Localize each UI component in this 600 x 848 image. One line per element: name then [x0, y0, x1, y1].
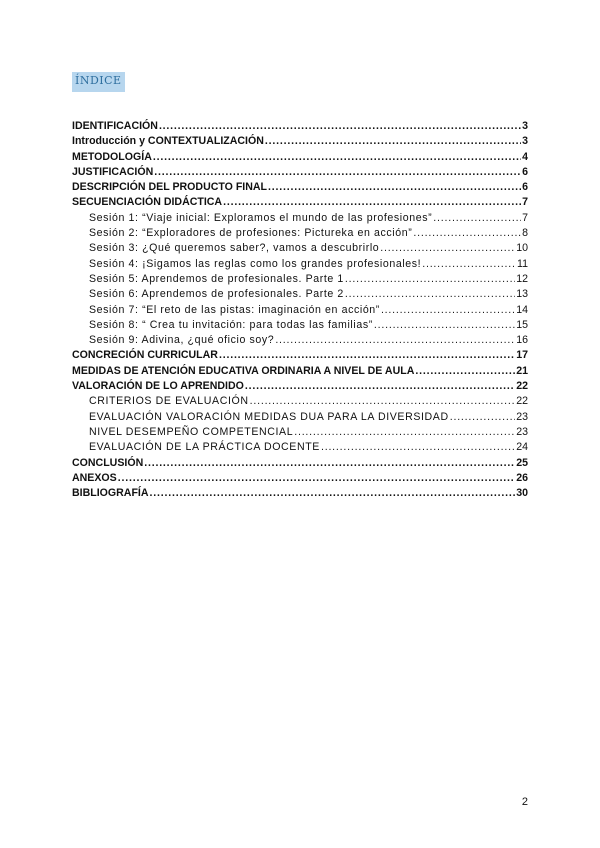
- toc-entry-page: 3: [522, 135, 528, 148]
- toc-entry[interactable]: [72, 180, 528, 195]
- toc-dot-leader: [223, 195, 521, 210]
- toc-entry-page: 3: [522, 120, 528, 132]
- toc-entry-page: 16: [516, 334, 528, 347]
- toc-entry-page: 11: [517, 257, 528, 270]
- toc-dot-leader: [245, 379, 515, 394]
- toc-dot-leader: [219, 348, 515, 363]
- toc-dot-leader: [265, 134, 521, 149]
- toc-entry-label: BIBLIOGRAFÍA: [72, 487, 149, 500]
- toc-entry-label: Sesión 8: “ Crea tu invitación: para todas las familias”: [89, 318, 373, 331]
- toc-entry[interactable]: [72, 165, 528, 180]
- toc-entry-label: METODOLOGÍA: [72, 150, 152, 163]
- toc-dot-leader: [450, 410, 516, 425]
- table-of-contents: [72, 119, 528, 501]
- toc-entry-label: IDENTIFICACIÓN: [72, 120, 158, 132]
- toc-entry-label: CRITERIOS DE EVALUACIÓN: [89, 395, 249, 408]
- toc-entry-label: SECUENCIACIÓN DIDÁCTICA: [72, 196, 223, 209]
- toc-entry-label: VALORACIÓN DE LO APRENDIDO: [72, 380, 244, 393]
- toc-entry[interactable]: [72, 394, 528, 409]
- toc-dot-leader: [150, 486, 516, 501]
- toc-entry[interactable]: [72, 471, 528, 486]
- toc-entry[interactable]: [72, 333, 528, 348]
- toc-entry[interactable]: [72, 272, 528, 287]
- toc-dot-leader: [374, 318, 515, 333]
- toc-dot-leader: [159, 119, 521, 134]
- toc-entry[interactable]: [72, 318, 528, 333]
- toc-dot-leader: [268, 180, 521, 195]
- toc-entry[interactable]: [72, 364, 528, 379]
- toc-entry[interactable]: [72, 226, 528, 241]
- toc-entry[interactable]: [72, 410, 528, 425]
- toc-entry[interactable]: [72, 211, 528, 226]
- toc-entry[interactable]: [72, 257, 528, 272]
- toc-entry[interactable]: [72, 486, 528, 501]
- index-title: ÍNDICE: [72, 72, 125, 92]
- toc-entry[interactable]: [72, 425, 528, 440]
- toc-entry-page: 6: [522, 181, 528, 194]
- toc-entry-page: 12: [516, 272, 528, 285]
- toc-entry[interactable]: [72, 134, 528, 149]
- toc-entry[interactable]: [72, 287, 528, 302]
- toc-entry-label: Sesión 5: Aprendemos de profesionales. Parte 1: [89, 272, 344, 285]
- toc-dot-leader: [415, 364, 515, 379]
- toc-entry-label: EVALUACIÓN VALORACIÓN MEDIDAS DUA PARA LA DIVERSIDAD: [89, 410, 449, 423]
- toc-dot-leader: [154, 165, 521, 180]
- toc-dot-leader: [144, 456, 515, 471]
- toc-entry-label: ANEXOS: [72, 471, 117, 484]
- toc-entry-page: 25: [516, 456, 528, 469]
- page-number: 2: [521, 796, 528, 808]
- toc-entry-label: DESCRIPCIÓN DEL PRODUCTO FINAL: [72, 181, 268, 194]
- toc-entry-label: Sesión 6: Aprendemos de profesionales. Parte 2: [89, 288, 344, 301]
- toc-entry-page: 22: [516, 395, 528, 408]
- toc-entry-label: NIVEL DESEMPEÑO COMPETENCIAL: [89, 425, 294, 438]
- toc-dot-leader: [345, 287, 515, 302]
- toc-dot-leader: [422, 257, 516, 272]
- toc-entry[interactable]: [72, 303, 528, 318]
- toc-dot-leader: [381, 303, 515, 318]
- toc-entry-page: 8: [522, 227, 528, 240]
- toc-dot-leader: [433, 211, 521, 226]
- toc-entry-label: Sesión 2: “Exploradores de profesiones: Pictureka en acción”: [89, 227, 413, 240]
- toc-entry-page: 23: [516, 425, 528, 438]
- toc-entry-page: 7: [522, 196, 528, 209]
- toc-entry-page: 21: [516, 364, 528, 377]
- toc-entry-page: 13: [516, 288, 528, 301]
- toc-entry-label: Sesión 7: “El reto de las pistas: imaginación en acción”: [89, 303, 380, 316]
- toc-dot-leader: [294, 425, 515, 440]
- toc-entry[interactable]: [72, 379, 528, 394]
- toc-entry[interactable]: [72, 195, 528, 210]
- toc-entry-page: 10: [516, 242, 528, 255]
- toc-entry-page: 15: [516, 318, 528, 331]
- toc-entry-page: 7: [522, 211, 528, 224]
- toc-entry-label: JUSTIFICACIÓN: [72, 165, 154, 178]
- toc-entry-page: 6: [522, 165, 528, 178]
- toc-entry[interactable]: [72, 241, 528, 256]
- toc-entry[interactable]: [72, 456, 528, 471]
- toc-entry-page: 17: [516, 349, 528, 362]
- toc-entry-label: Sesión 3: ¿Qué queremos saber?, vamos a descubrirlo: [89, 242, 380, 255]
- toc-dot-leader: [118, 471, 515, 486]
- toc-entry-page: 24: [516, 441, 528, 454]
- toc-entry[interactable]: [72, 440, 528, 455]
- toc-entry-label: CONCLUSIÓN: [72, 456, 144, 469]
- toc-entry-label: EVALUACIÓN DE LA PRÁCTICA DOCENTE: [89, 441, 320, 454]
- toc-entry[interactable]: [72, 119, 528, 134]
- toc-entry-page: 4: [522, 150, 528, 163]
- toc-dot-leader: [250, 394, 516, 409]
- toc-entry-page: 22: [516, 380, 528, 393]
- toc-entry[interactable]: [72, 150, 528, 165]
- toc-dot-leader: [275, 333, 515, 348]
- toc-entry-page: 26: [516, 471, 528, 484]
- toc-entry-page: 14: [516, 303, 528, 316]
- toc-entry-label: MEDIDAS DE ATENCIÓN EDUCATIVA ORDINARIA A NIVEL DE AULA: [72, 364, 415, 377]
- toc-dot-leader: [413, 226, 521, 241]
- toc-entry-label: Introducción y CONTEXTUALIZACIÓN: [72, 135, 264, 148]
- toc-dot-leader: [345, 272, 515, 287]
- toc-entry[interactable]: [72, 348, 528, 363]
- toc-entry-label: Sesión 1: “Viaje inicial: Exploramos el mundo de las profesiones”: [89, 211, 433, 224]
- toc-entry-label: Sesión 4: ¡Sigamos las reglas como los grandes profesionales!: [89, 257, 422, 270]
- toc-entry-page: 23: [516, 410, 528, 423]
- toc-dot-leader: [321, 440, 515, 455]
- toc-dot-leader: [380, 241, 515, 256]
- toc-entry-page: 30: [516, 487, 528, 500]
- toc-dot-leader: [153, 150, 521, 165]
- toc-entry-label: Sesión 9: Adivina, ¿qué oficio soy?: [89, 334, 275, 347]
- toc-entry-label: CONCRECIÓN CURRICULAR: [72, 349, 218, 362]
